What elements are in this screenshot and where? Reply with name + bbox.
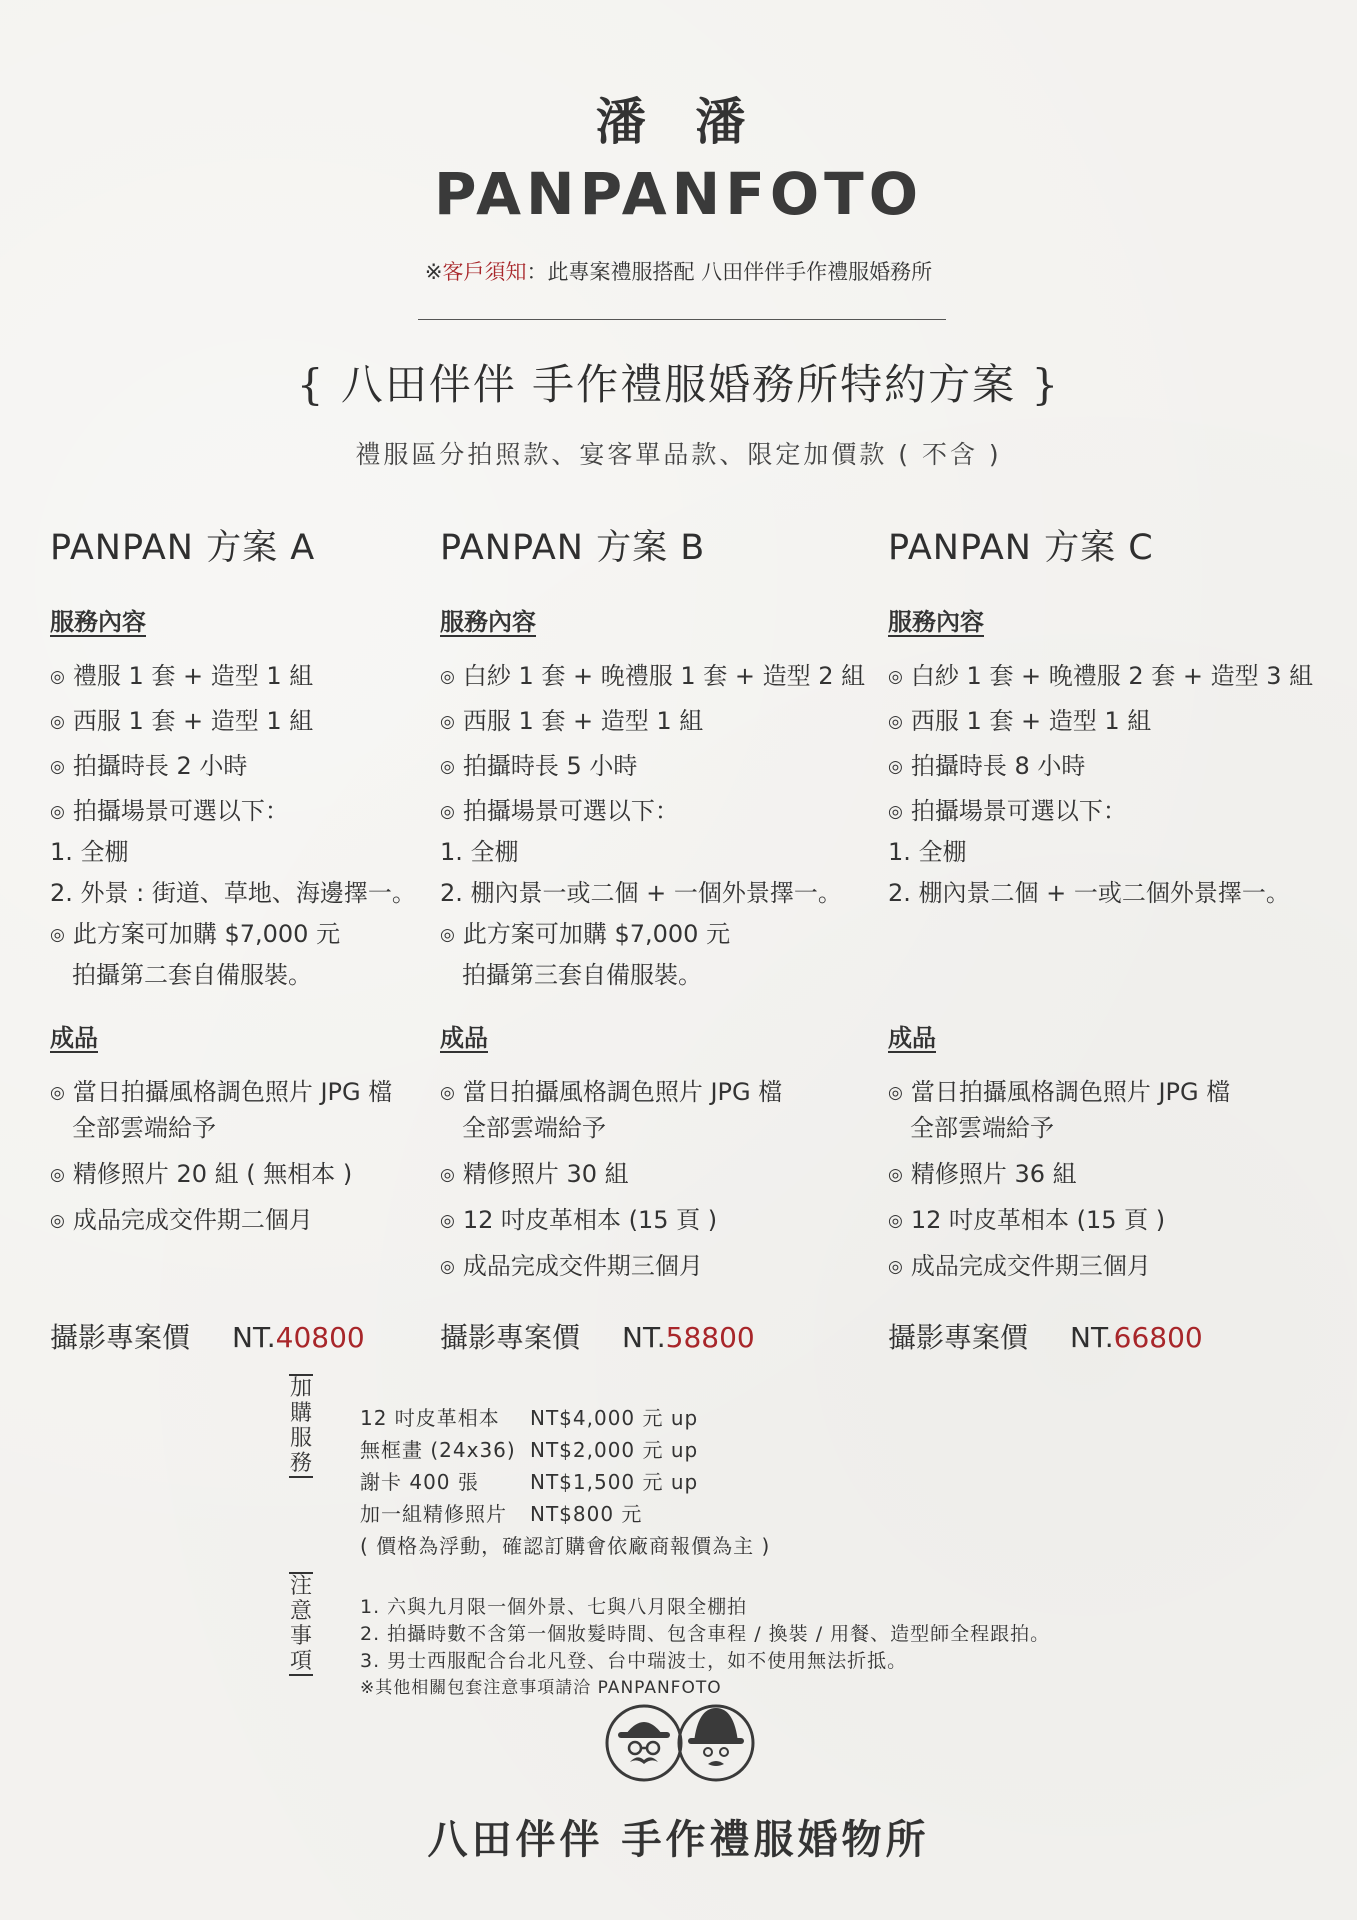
service-heading: 服務內容 xyxy=(440,608,536,636)
label-char: 務 xyxy=(289,1451,312,1476)
label-char: 項 xyxy=(289,1649,312,1674)
plan-price xyxy=(888,1316,1203,1356)
service-item: ◎ 西服 1 套 + 造型 1 組 xyxy=(440,701,703,736)
headline: { 八田伴伴 手作禮服婚務所特約方案 } xyxy=(296,360,1061,409)
product-heading: 成品 xyxy=(440,1024,488,1052)
product-item: ◎ 12 吋皮革相本 (15 頁 ) xyxy=(888,1200,1165,1235)
price-label: 攝影專案價 xyxy=(440,1321,581,1354)
brand-name-english: PANPANFOTO xyxy=(433,160,924,228)
brand-name-chinese: 潘 潘 xyxy=(595,92,762,151)
customer-notice xyxy=(0,256,1357,286)
service-item: 2. 棚內景一或二個 + 一個外景擇一。 xyxy=(440,879,842,907)
service-item: ◎ 西服 1 套 + 造型 1 組 xyxy=(50,701,313,736)
addon-item xyxy=(360,1466,699,1495)
product-item: 全部雲端給予 xyxy=(72,1114,216,1142)
addon-footnote: ( 價格為浮動，確認訂購會依廠商報價為主 ) xyxy=(360,1534,771,1558)
addon-item xyxy=(360,1402,699,1431)
product-item: ◎ 精修照片 36 組 xyxy=(888,1154,1077,1189)
product-item: ◎ 精修照片 30 組 xyxy=(440,1154,629,1189)
price-amount: 40800 xyxy=(275,1321,365,1354)
note-item: 3. 男士西服配合台北凡登、台中瑞波士，如不使用無法折抵。 xyxy=(360,1650,908,1672)
price-amount: 58800 xyxy=(665,1321,755,1354)
product-item: ◎ 當日拍攝風格調色照片 JPG 檔 xyxy=(440,1072,782,1107)
product-item: ◎ 成品完成交件期二個月 xyxy=(50,1200,313,1235)
notice-prefix: ※ xyxy=(424,260,443,284)
product-item: ◎ 成品完成交件期三個月 xyxy=(888,1246,1151,1281)
service-item: 1. 全棚 xyxy=(440,838,519,866)
price-label: 攝影專案價 xyxy=(50,1321,191,1354)
label-char: 事 xyxy=(289,1624,312,1649)
service-heading: 服務內容 xyxy=(50,608,146,636)
price-prefix: NT. xyxy=(232,1321,276,1354)
divider xyxy=(418,319,946,320)
plan-title: PANPAN 方案 C xyxy=(888,528,1154,568)
service-item: 1. 全棚 xyxy=(50,838,129,866)
addon-price: NT$1,500 元 up xyxy=(530,1470,699,1494)
label-char: 加 xyxy=(289,1376,312,1401)
label-char: 注 xyxy=(289,1574,312,1599)
addon-price: NT$800 元 xyxy=(530,1502,643,1526)
product-item: ◎ 精修照片 20 組 ( 無相本 ) xyxy=(50,1154,352,1189)
service-item: ◎ 此方案可加購 $7,000 元 xyxy=(50,914,340,949)
product-item: 全部雲端給予 xyxy=(910,1114,1054,1142)
service-heading: 服務內容 xyxy=(888,608,984,636)
product-heading: 成品 xyxy=(888,1024,936,1052)
addon-item xyxy=(360,1434,699,1463)
service-item: 拍攝第三套自備服裝。 xyxy=(462,961,702,989)
price-prefix: NT. xyxy=(1070,1321,1114,1354)
price-label: 攝影專案價 xyxy=(888,1321,1029,1354)
plan-price xyxy=(50,1316,365,1356)
note-item: ※其他相關包套注意事項請洽 PANPANFOTO xyxy=(360,1678,722,1698)
service-item: ◎ 禮服 1 套 + 造型 1 組 xyxy=(50,656,313,691)
plan-title: PANPAN 方案 A xyxy=(50,528,316,568)
service-item: 2. 外景 : 街道、草地、海邊擇一。 xyxy=(50,879,416,907)
notice-text: ：此專案禮服搭配 八田伴伴手作禮服婚務所 xyxy=(526,260,933,284)
service-item: ◎ 拍攝場景可選以下： xyxy=(440,791,679,826)
notice-label: 客戶須知 xyxy=(442,260,527,284)
note-item: 2. 拍攝時數不含第一個妝髮時間、包含車程 / 換裝 / 用餐、造型師全程跟拍。 xyxy=(360,1623,1051,1645)
service-item: ◎ 拍攝時長 8 小時 xyxy=(888,746,1085,781)
addon-vertical-label xyxy=(286,1374,316,1478)
addon-item xyxy=(360,1498,643,1527)
service-item: ◎ 拍攝時長 5 小時 xyxy=(440,746,637,781)
service-item: ◎ 白紗 1 套 + 晚禮服 1 套 + 造型 2 組 xyxy=(440,656,865,691)
product-heading: 成品 xyxy=(50,1024,98,1052)
service-item: 拍攝第二套自備服裝。 xyxy=(72,961,312,989)
couple-hat-logo-icon xyxy=(602,1698,758,1788)
studio-name: 八田伴伴 手作禮服婚物所 xyxy=(427,1816,930,1863)
service-item: ◎ 白紗 1 套 + 晚禮服 2 套 + 造型 3 組 xyxy=(888,656,1313,691)
product-item: 全部雲端給予 xyxy=(462,1114,606,1142)
product-item: ◎ 12 吋皮革相本 (15 頁 ) xyxy=(440,1200,717,1235)
label-char: 意 xyxy=(289,1599,312,1624)
service-item: ◎ 西服 1 套 + 造型 1 組 xyxy=(888,701,1151,736)
notes-vertical-label xyxy=(286,1572,316,1676)
label-char: 服 xyxy=(289,1426,312,1451)
service-item: ◎ 此方案可加購 $7,000 元 xyxy=(440,914,730,949)
product-item: ◎ 成品完成交件期三個月 xyxy=(440,1246,703,1281)
addon-price: NT$4,000 元 up xyxy=(530,1406,699,1430)
label-bar xyxy=(289,1476,313,1478)
price-prefix: NT. xyxy=(622,1321,666,1354)
label-bar xyxy=(289,1674,313,1676)
subhead: 禮服區分拍照款、宴客單品款、限定加價款 ( 不含 ) xyxy=(355,440,1002,469)
addon-name: 12 吋皮革相本 xyxy=(360,1406,500,1430)
price-amount: 66800 xyxy=(1113,1321,1203,1354)
plan-title: PANPAN 方案 B xyxy=(440,528,706,568)
service-item: ◎ 拍攝時長 2 小時 xyxy=(50,746,247,781)
product-item: ◎ 當日拍攝風格調色照片 JPG 檔 xyxy=(50,1072,392,1107)
addon-name: 加一組精修照片 xyxy=(360,1502,507,1526)
service-item: 2. 棚內景二個 + 一或二個外景擇一。 xyxy=(888,879,1290,907)
note-item: 1. 六與九月限一個外景、七與八月限全棚拍 xyxy=(360,1596,748,1618)
label-char: 購 xyxy=(289,1401,312,1426)
addon-name: 無框畫 (24x36) xyxy=(360,1438,516,1462)
service-item: 1. 全棚 xyxy=(888,838,967,866)
service-item: ◎ 拍攝場景可選以下： xyxy=(50,791,289,826)
addon-price: NT$2,000 元 up xyxy=(530,1438,699,1462)
product-item: ◎ 當日拍攝風格調色照片 JPG 檔 xyxy=(888,1072,1230,1107)
service-item: ◎ 拍攝場景可選以下： xyxy=(888,791,1127,826)
plan-price xyxy=(440,1316,755,1356)
addon-name: 謝卡 400 張 xyxy=(360,1470,479,1494)
